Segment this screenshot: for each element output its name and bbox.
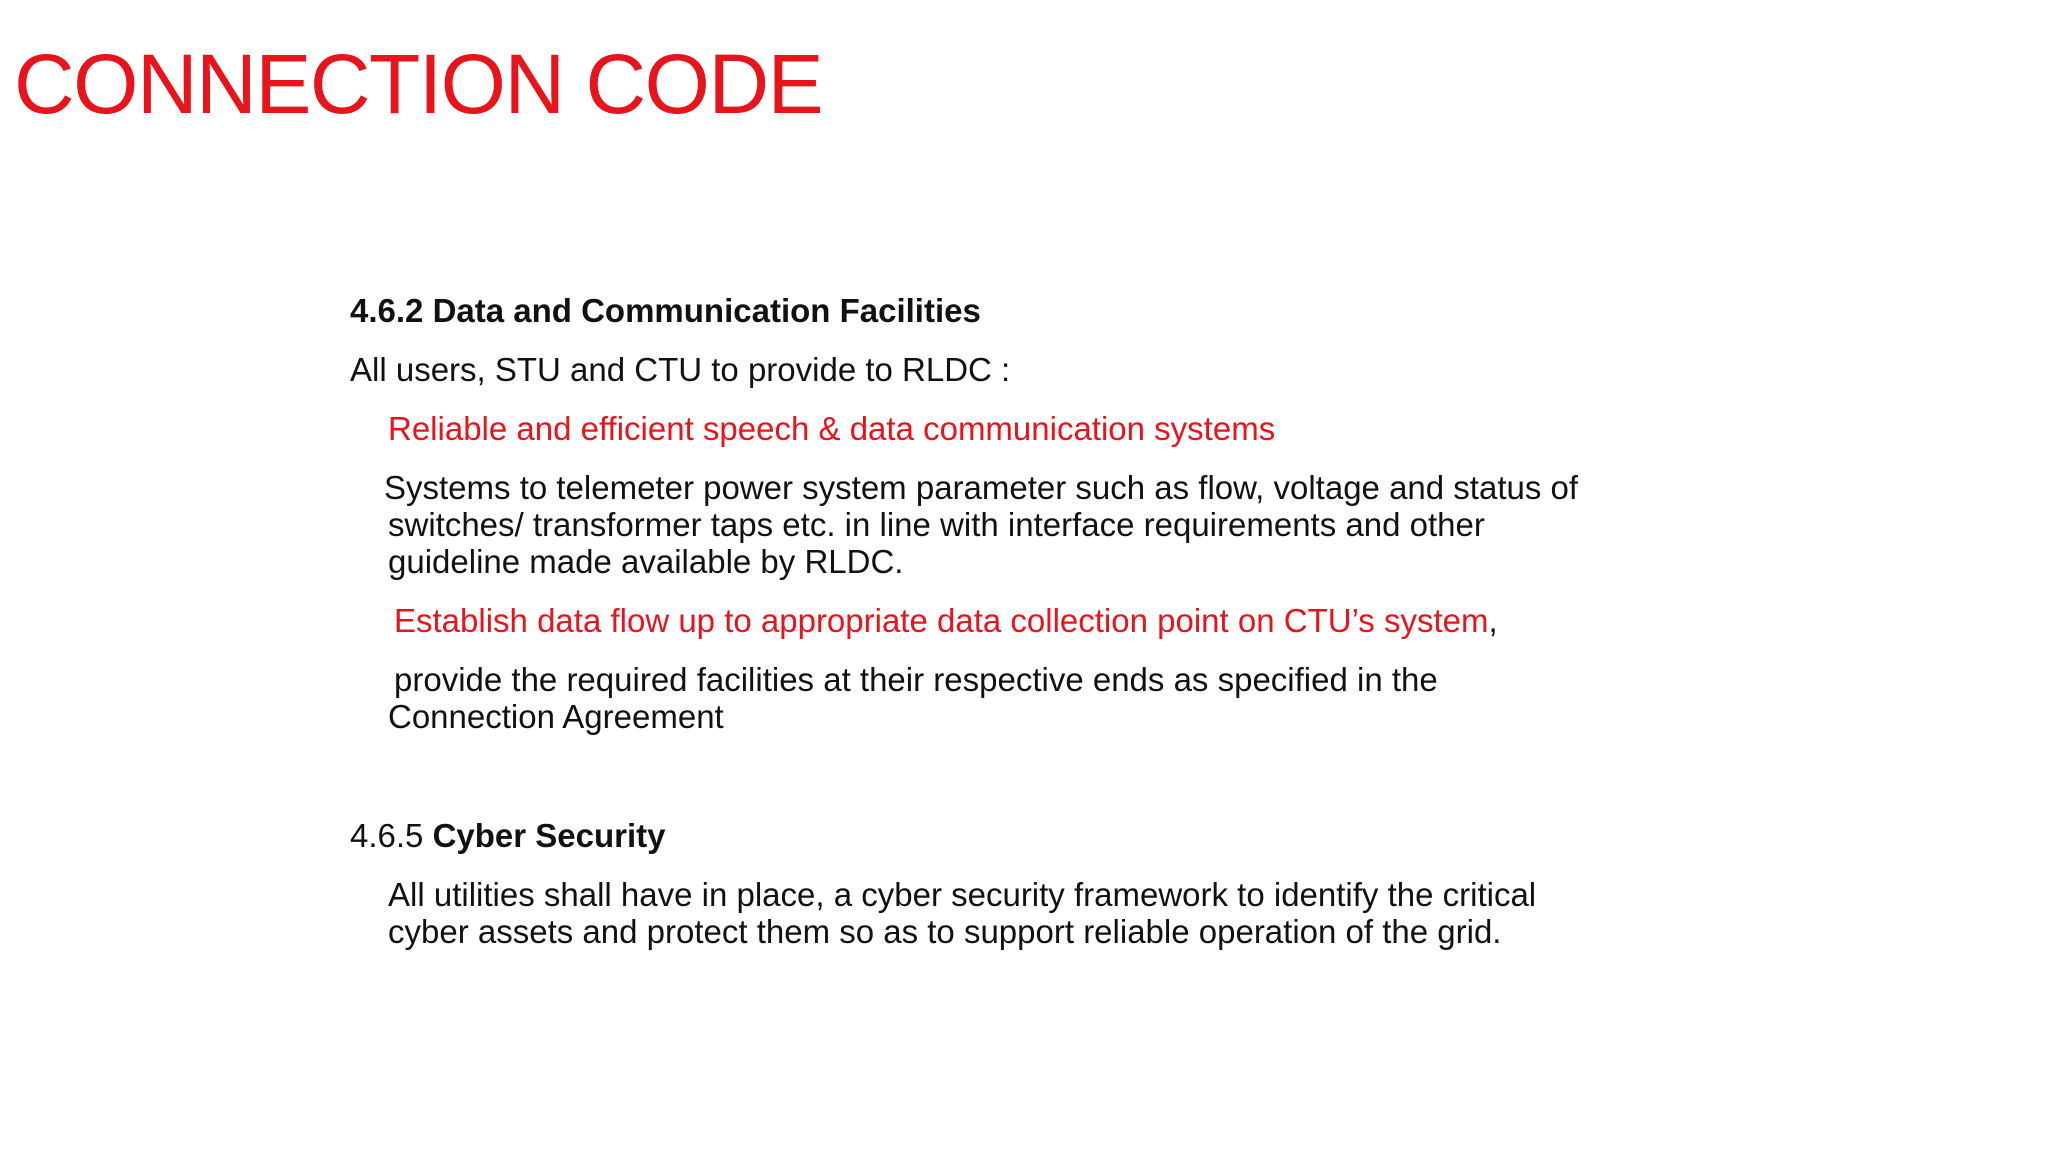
section-heading-data-communication: 4.6.2 Data and Communication Facilities bbox=[350, 292, 981, 329]
facilities-line-2: Connection Agreement bbox=[388, 698, 724, 735]
bullet-telemetry-systems bbox=[350, 469, 1710, 580]
data-flow-comma: , bbox=[1488, 602, 1498, 639]
bullet-speech-data-communication: Reliable and efficient speech & data communication systems bbox=[388, 410, 1276, 447]
bullet-facilities bbox=[350, 661, 1710, 735]
telemetry-line-3: guideline made available by RLDC. bbox=[388, 543, 904, 580]
bullet-data-flow bbox=[350, 602, 1710, 639]
section-intro: All users, STU and CTU to provide to RLDC : bbox=[350, 351, 1011, 388]
data-flow-text: Establish data flow up to appropriate data collection point on CTU’s system bbox=[394, 602, 1489, 639]
slide-title: CONNECTION CODE bbox=[14, 37, 823, 131]
telemetry-line-1: Systems to telemeter power system parameter such as flow, voltage and status of bbox=[384, 469, 1579, 506]
telemetry-line-2: switches/ transformer taps etc. in line with interface requirements and other bbox=[388, 506, 1485, 543]
slide-content bbox=[350, 292, 1710, 950]
facilities-line-1: provide the required facilities at their respective ends as specified in the bbox=[394, 661, 1438, 698]
section-heading-cyber-security bbox=[350, 817, 1710, 854]
cyber-section-title: Cyber Security bbox=[432, 817, 666, 854]
cyber-line-2: cyber assets and protect them so as to support reliable operation of the grid. bbox=[388, 913, 1502, 950]
cyber-line-1: All utilities shall have in place, a cyber security framework to identify the critical bbox=[388, 876, 1537, 913]
cyber-security-body bbox=[350, 876, 1710, 950]
cyber-section-number: 4.6.5 bbox=[350, 817, 424, 854]
